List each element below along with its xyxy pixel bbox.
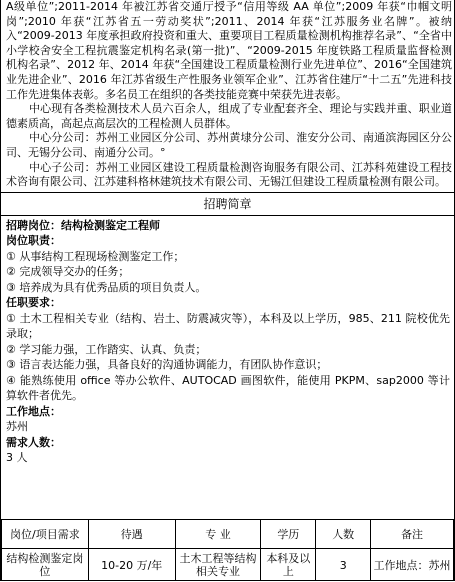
subsidiaries-paragraph: 中心子公司：苏州工业园区建设工程质量检测咨询服务有限公司、江苏科苑建设工程技术咨询有限公司、江苏建科格林建筑技术有限公司、无锡江但建设工程质量检测有限公司。: [6, 160, 452, 189]
table-row: [2, 549, 454, 582]
location-value: 苏州: [6, 420, 28, 434]
table-cell: 本科及以上: [261, 549, 316, 582]
count-label: 需求人数：: [6, 435, 61, 449]
staff-paragraph: 中心现有各类检测技术人员六百余人，组成了专业配套齐全、理论与实践并重、职业道德素质高，高起点高层次的工程检测人员群体。: [6, 102, 452, 130]
requirement-item: ① 土木工程相关专业（结构、岩土、防震减灾等），本科及以上学历，985、211 院校优先录取；: [6, 311, 450, 341]
table-header-cell: 人数: [316, 520, 371, 549]
company-introduction: [1, 0, 454, 190]
requirement-item: ④ 能熟练使用 office 等办公软件、AUTOCAD 画图软件，能使用 PKPM、sap2000 等计算软件者优先。: [6, 373, 450, 403]
table-header-cell: 待遇: [88, 520, 175, 549]
location-label-line: [6, 404, 450, 420]
duty-item: ① 从事结构工程现场检测鉴定工作；: [6, 249, 185, 263]
recruitment-header: [1, 192, 454, 216]
table-cell: 10-20 万/年: [88, 549, 175, 582]
count-label-line: [6, 435, 450, 451]
duties-label-line: [6, 233, 450, 249]
table-header-cell: 专 业: [175, 520, 261, 549]
duties-label: 岗位职责：: [6, 234, 61, 248]
duty-item: ② 完成领导交办的任务；: [6, 265, 130, 279]
table-header-cell: 学历: [261, 520, 316, 549]
branches-paragraph: 中心分公司：苏州工业园区分公司、苏州黄埭分公司、淮安分公司、南通滨海园区分公司、无锡分公司、南通分公司。°: [6, 131, 452, 159]
location-label: 工作地点：: [6, 404, 61, 418]
job-posting: [1, 216, 454, 466]
table-cell: 土木工程等结构相关专业: [175, 549, 261, 582]
table-cell: 3: [316, 549, 371, 582]
requirements-label-line: [6, 295, 450, 311]
position-value: 结构检测鉴定工程师: [61, 218, 160, 232]
requirement-item: ② 学习能力强，工作踏实、认真、负责；: [6, 342, 207, 356]
position-summary-table: [1, 519, 454, 581]
table-cell: 工作地点：苏州: [371, 549, 454, 582]
recruitment-title: 招聘简章: [203, 196, 252, 211]
position-line: [6, 218, 450, 234]
table-header-cell: 备注: [371, 520, 454, 549]
count-value: 3 人: [6, 451, 28, 465]
position-label: 招聘岗位：: [6, 218, 61, 232]
requirements-label: 任职要求：: [6, 296, 61, 310]
requirement-item: ③ 语言表达能力强，具备良好的沟通协调能力，有团队协作意识；: [6, 358, 328, 372]
table-header-row: [2, 520, 454, 549]
duty-item: ③ 培养成为具有优秀品质的项目负责人。: [6, 280, 207, 294]
table-header-cell: 岗位/项目需求: [2, 520, 89, 549]
honors-paragraph: A级单位”;2011-2014 年被江苏省交通厅授予“信用等级 AA 单位”;2009 年获“巾帼文明岗”;2010 年获“江苏省五一劳动奖状”;2011、2014 年获“江苏服务业名牌”。被纳入“2009-2013 年度承担政府投资和重大、重要项目工程质量检测机构推荐名录”、“全省中小学校舍安全工程抗震鉴定机构名录(第一批)”、“2009-2015 年度铁路工程质量监督检测机构名录”、2012 年、2014 年获“全国建设工程质量检测行业先进单位”、2016“全国建筑业先进企业”、2016 年江苏省级生产性服务业领军企业”、江苏省住建厅“十二五”先进科技工作先进集体表彰。多名员工在组织的各类技能竞赛中荣获先进表彰。: [6, 0, 452, 101]
table-cell: 结构检测鉴定岗位: [2, 549, 89, 582]
